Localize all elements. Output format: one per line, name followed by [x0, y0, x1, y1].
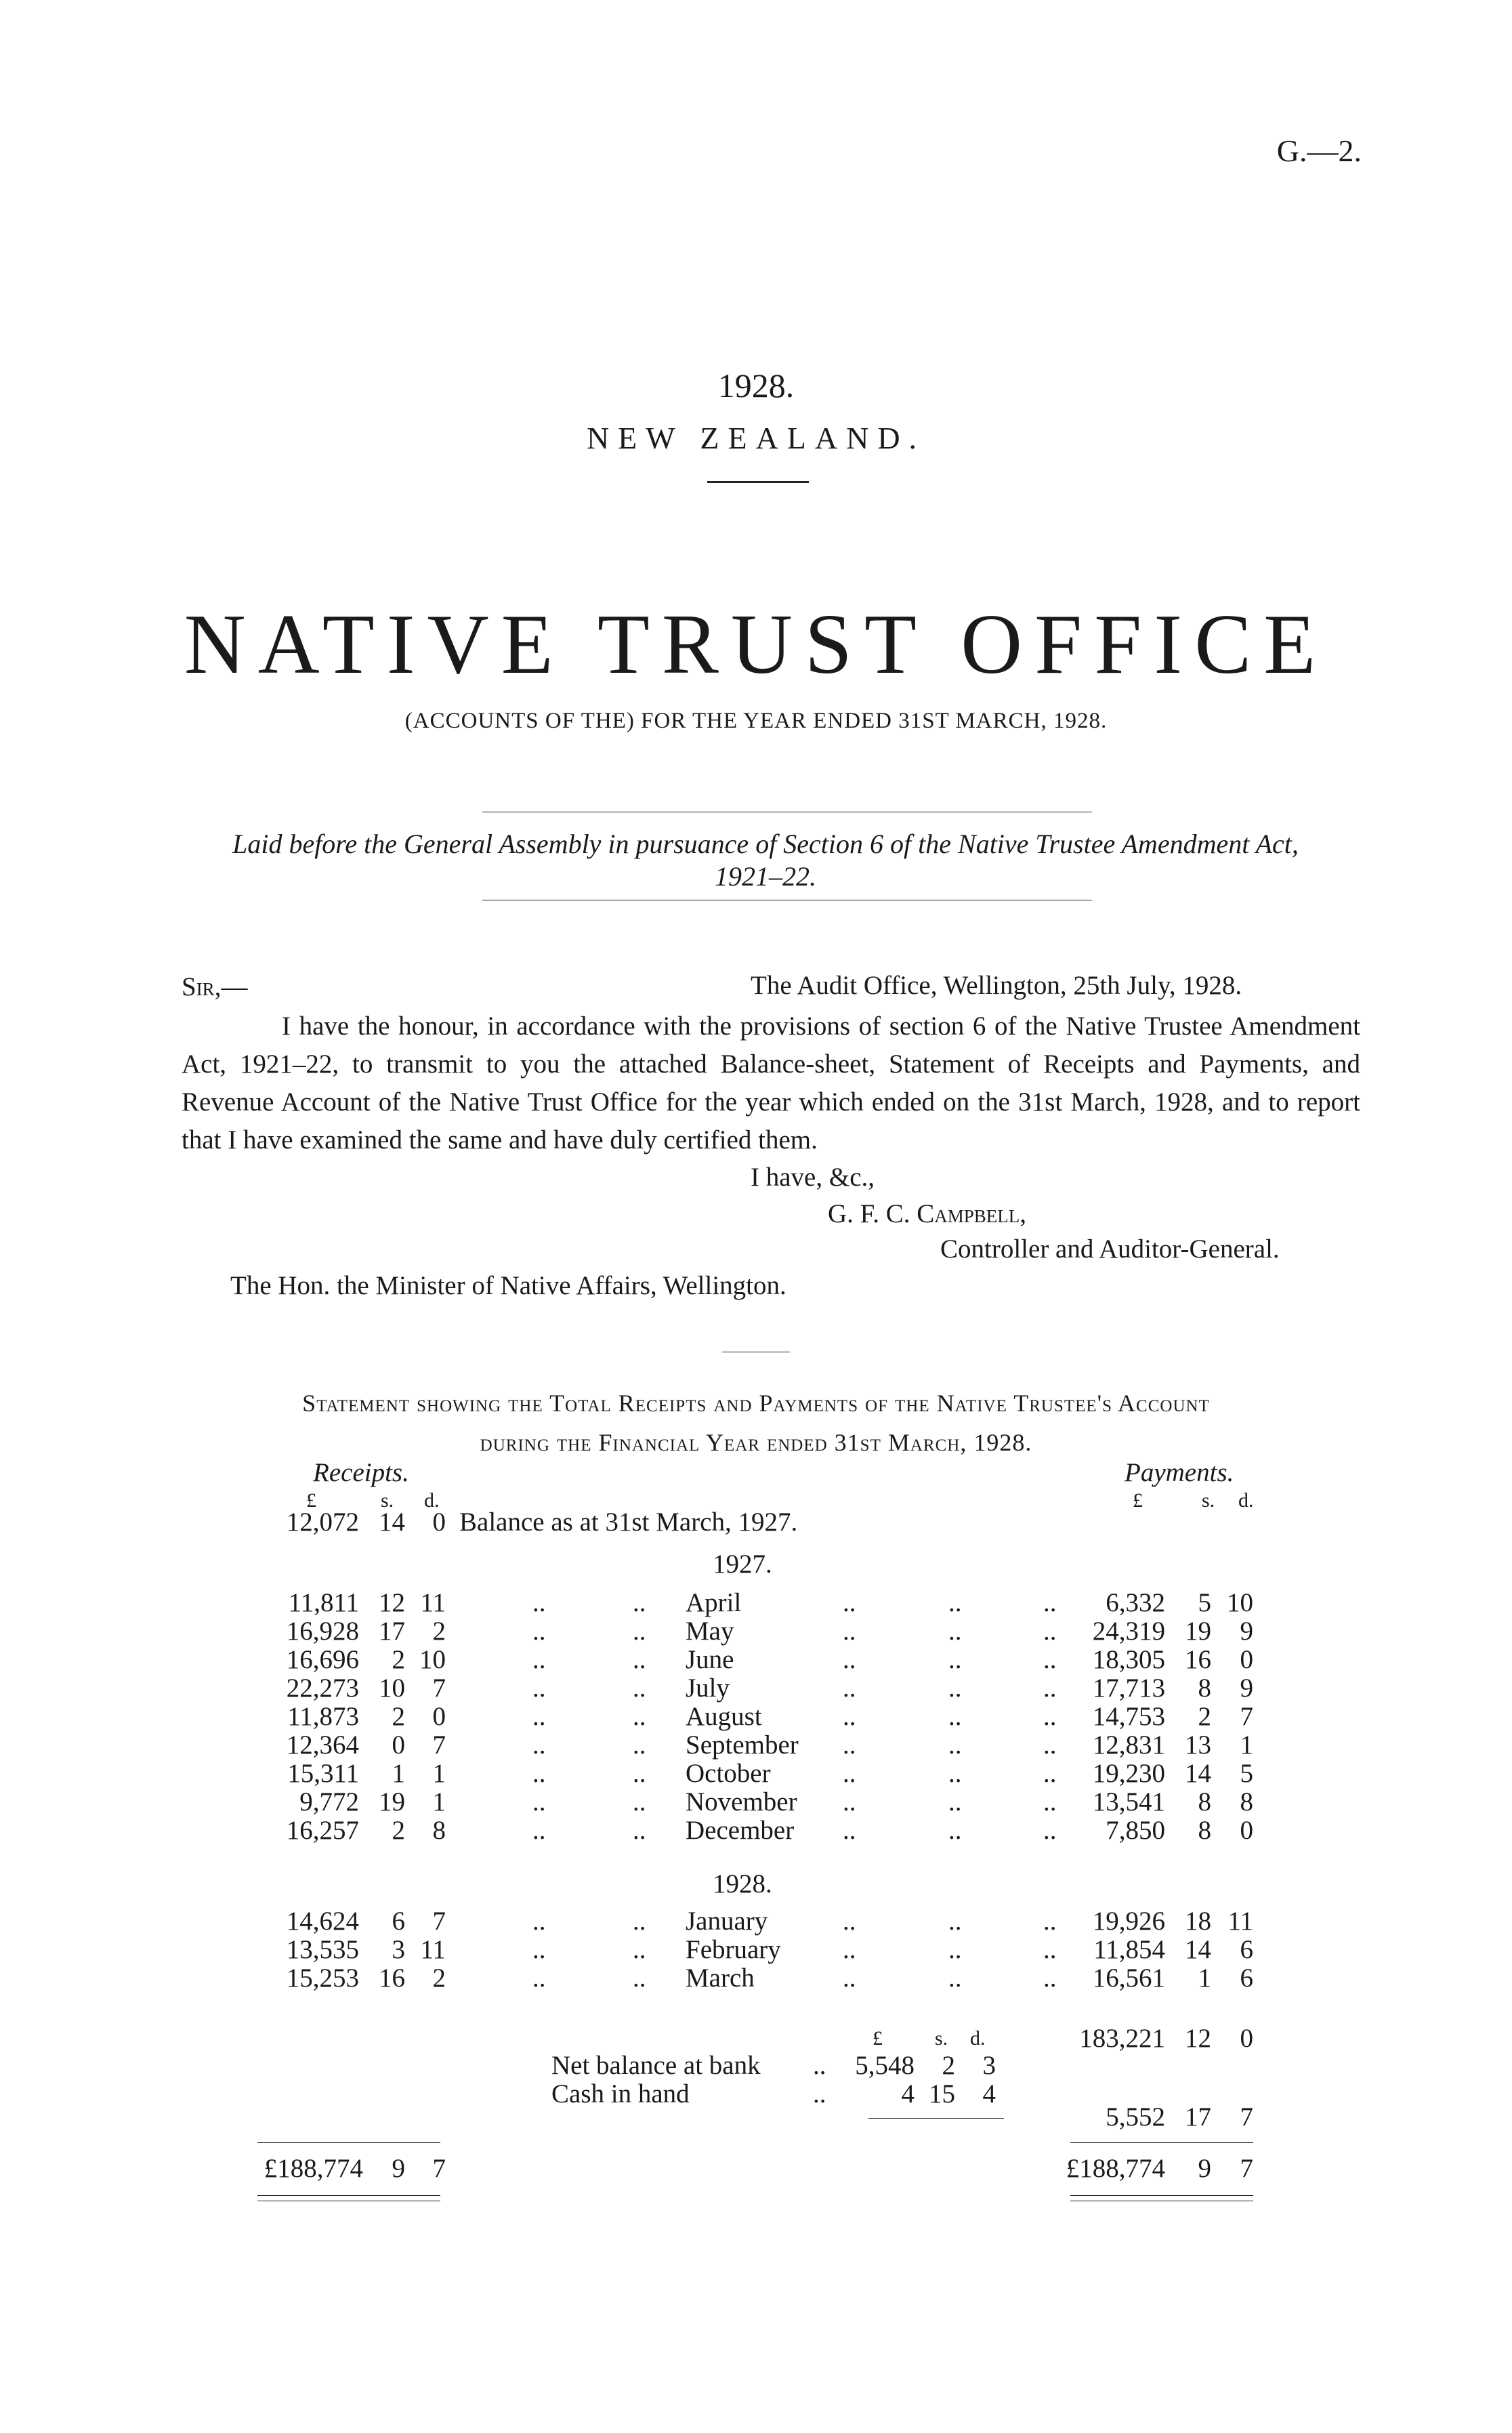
receipt-pounds: 11,873: [287, 1702, 359, 1731]
leader-dots: ..: [532, 1963, 546, 1993]
leader-dots: ..: [532, 1730, 546, 1760]
leader-dots: ..: [633, 1617, 646, 1646]
receipt-shillings: 12: [379, 1588, 405, 1617]
opening-receipt-shillings: 14: [379, 1507, 405, 1537]
leader-dots: ..: [633, 1759, 646, 1788]
payment-pounds: 16,561: [1092, 1963, 1165, 1993]
leader-dots: ..: [1043, 1702, 1057, 1731]
laid-before-note: [163, 828, 1368, 893]
leader-dots: ..: [948, 1673, 962, 1703]
receipt-pence: 7: [432, 1673, 446, 1703]
leader-dots: ..: [532, 1787, 546, 1816]
receipt-pence: 0: [432, 1702, 446, 1731]
receipts-total-shillings: 9: [392, 2154, 405, 2183]
payment-pounds: 19,926: [1092, 1907, 1165, 1936]
payment-pence: 8: [1240, 1787, 1253, 1816]
year-heading-1928: 1928.: [713, 1869, 772, 1898]
receipt-pounds: 16,257: [286, 1816, 359, 1845]
month-label: February: [686, 1935, 781, 1964]
payment-shillings: 8: [1198, 1816, 1211, 1845]
payment-pounds: 13,541: [1092, 1787, 1165, 1816]
salutation-dash: ,—: [214, 972, 248, 1001]
payment-pounds: 7,850: [1106, 1816, 1165, 1845]
month-label: January: [686, 1907, 768, 1936]
divider: [1070, 2195, 1253, 2196]
receipt-shillings: 2: [392, 1816, 405, 1845]
leader-dots: ..: [948, 1787, 962, 1816]
leader-dots: ..: [1043, 1617, 1057, 1646]
leader-dots: ..: [532, 1673, 546, 1703]
month-label: October: [686, 1759, 771, 1788]
receipt-shillings: 19: [379, 1787, 405, 1816]
opening-receipt-pence: 0: [432, 1507, 446, 1537]
payment-pounds: 24,319: [1092, 1617, 1165, 1646]
net-balance-label: Net balance at bank: [551, 2051, 761, 2080]
receipt-pence: 2: [432, 1617, 446, 1646]
receipt-pence: 11: [420, 1935, 446, 1964]
receipt-pounds: 9,772: [299, 1787, 359, 1816]
payments-total-pence: 7: [1240, 2154, 1253, 2183]
receipt-shillings: 0: [392, 1730, 405, 1760]
payment-pence: 6: [1240, 1963, 1253, 1993]
receipt-shillings: 17: [379, 1617, 405, 1646]
payment-shillings: 18: [1185, 1907, 1211, 1936]
receipts-pound-unit: £: [306, 1489, 316, 1512]
leader-dots: ..: [843, 1673, 856, 1703]
signatory-title: Controller and Auditor-General.: [940, 1234, 1280, 1264]
payments-heading: Payments.: [1125, 1458, 1234, 1487]
leader-dots: ..: [633, 1787, 646, 1816]
cash-shilling-unit: s.: [935, 2027, 948, 2050]
leader-dots: ..: [843, 1759, 856, 1788]
payment-pounds: 11,854: [1093, 1935, 1165, 1964]
salutation: [182, 972, 247, 1002]
statement-title: Statement showing the Total Receipts and Payments of the Native Trustee's Account: [302, 1390, 1210, 1417]
payment-pence: 6: [1240, 1935, 1253, 1964]
month-label: April: [686, 1588, 742, 1617]
leader-dots: ..: [532, 1816, 546, 1845]
payments-subtotal-shillings: 12: [1185, 2024, 1211, 2053]
leader-dots: ..: [948, 1935, 962, 1964]
month-label: May: [686, 1617, 734, 1646]
leader-dots: ..: [633, 1907, 646, 1936]
receipts-total-pounds: £188,774: [264, 2154, 363, 2183]
leader-dots: ..: [1043, 1963, 1057, 1993]
leader-dots: ..: [843, 1702, 856, 1731]
receipt-pounds: 13,535: [286, 1935, 359, 1964]
leader-dots: ..: [843, 1907, 856, 1936]
net-balance-shillings: 2: [942, 2051, 955, 2080]
opening-receipt-pounds: 12,072: [286, 1507, 359, 1537]
leader-dots: ..: [843, 1588, 856, 1617]
payment-shillings: 2: [1198, 1702, 1211, 1731]
leader-dots: ..: [948, 1907, 962, 1936]
leader-dots: ..: [1043, 1816, 1057, 1845]
leader-dots: ..: [633, 1935, 646, 1964]
leader-dots: ..: [948, 1617, 962, 1646]
payment-pence: 0: [1240, 1645, 1253, 1674]
cash-pence-unit: d.: [970, 2027, 986, 2050]
payment-pounds: 12,831: [1092, 1730, 1165, 1760]
receipt-shillings: 3: [392, 1935, 405, 1964]
payment-pounds: 14,753: [1092, 1702, 1165, 1731]
receipt-pounds: 14,624: [286, 1907, 359, 1936]
receipt-pence: 1: [432, 1787, 446, 1816]
payment-pounds: 6,332: [1106, 1588, 1165, 1617]
leader-dots: ..: [532, 1588, 546, 1617]
month-label: December: [686, 1816, 795, 1845]
laid-before-line-2: 1921–22.: [715, 861, 816, 892]
leader-dots: ..: [948, 1759, 962, 1788]
leader-dots: ..: [843, 1617, 856, 1646]
receipt-pounds: 11,811: [288, 1588, 359, 1617]
month-label: September: [686, 1730, 799, 1760]
divider: [257, 2142, 440, 2143]
leader-dots: ..: [532, 1759, 546, 1788]
payment-pence: 0: [1240, 1816, 1253, 1845]
laid-before-line-1: Laid before the General Assembly in pursuance of Section 6 of the Native Trustee Amendment Act,: [232, 829, 1299, 859]
receipts-pence-unit: d.: [424, 1489, 440, 1512]
leader-dots: ..: [532, 1907, 546, 1936]
month-label: June: [686, 1645, 734, 1674]
leader-dots: ..: [633, 1588, 646, 1617]
month-label: July: [686, 1673, 730, 1703]
leader-dots: ..: [948, 1963, 962, 1993]
divider: [868, 2118, 1004, 2119]
leader-dots: ..: [1043, 1907, 1057, 1936]
receipt-shillings: 1: [392, 1759, 405, 1788]
month-label: August: [686, 1702, 762, 1731]
receipt-shillings: 2: [392, 1702, 405, 1731]
leader-dots: ..: [948, 1702, 962, 1731]
payment-pounds: 18,305: [1092, 1645, 1165, 1674]
salutation-word: Sir: [182, 972, 215, 1001]
leader-dots: ..: [633, 1645, 646, 1674]
receipt-pounds: 16,696: [286, 1645, 359, 1674]
closing-balance-shillings: 17: [1185, 2102, 1211, 2132]
payment-shillings: 5: [1198, 1588, 1211, 1617]
payment-shillings: 8: [1198, 1673, 1211, 1703]
receipt-pounds: 22,273: [286, 1673, 359, 1703]
payment-shillings: 16: [1185, 1645, 1211, 1674]
payments-pound-unit: £: [1133, 1489, 1143, 1512]
cash-in-hand-pounds: 4: [901, 2079, 915, 2108]
payments-total-shillings: 9: [1198, 2154, 1211, 2183]
leader-dots: ..: [532, 1617, 546, 1646]
leader-dots: ..: [633, 1730, 646, 1760]
year-heading-1927: 1927.: [713, 1550, 772, 1579]
leader-dots: ..: [948, 1645, 962, 1674]
cash-in-hand-label: Cash in hand: [551, 2079, 690, 2108]
addressee: The Hon. the Minister of Native Affairs, Wellington.: [230, 1271, 786, 1300]
leader-dots: ..: [633, 1963, 646, 1993]
month-label: November: [686, 1787, 797, 1816]
leader-dots: ..: [1043, 1645, 1057, 1674]
net-balance-pounds: 5,548: [855, 2051, 915, 2080]
receipt-pounds: 12,364: [286, 1730, 359, 1760]
leader-dots: ..: [1043, 1588, 1057, 1617]
leader-dots: ..: [1043, 1787, 1057, 1816]
cash-in-hand-leader: ..: [813, 2079, 826, 2108]
receipt-pounds: 15,253: [286, 1963, 359, 1993]
leader-dots: ..: [633, 1673, 646, 1703]
payment-pence: 11: [1227, 1907, 1253, 1936]
opening-balance-label: Balance as at 31st March, 1927.: [459, 1507, 798, 1537]
leader-dots: ..: [1043, 1935, 1057, 1964]
letter-closing: I have, &c.,: [751, 1163, 875, 1192]
receipt-pounds: 16,928: [286, 1617, 359, 1646]
letter-body: I have the honour, in accordance with the provisions of section 6 of the Native Trustee Amendment Act, 1921–22, to transmit to you the attached Balance-sheet, Statement of Receipts and Payments, and Revenue Account of the Native Trust Office for the year which ended on the 31st March, 1928, and to report that I have examined the same and have duly certified them.: [182, 1012, 1360, 1155]
payments-shilling-unit: s.: [1202, 1489, 1215, 1512]
payment-shillings: 14: [1185, 1935, 1211, 1964]
payments-pence-unit: d.: [1238, 1489, 1254, 1512]
payment-pounds: 19,230: [1092, 1759, 1165, 1788]
net-balance-pence: 3: [982, 2051, 996, 2080]
payment-shillings: 8: [1198, 1787, 1211, 1816]
receipt-pence: 8: [432, 1816, 446, 1845]
payment-pence: 7: [1240, 1702, 1253, 1731]
net-balance-leader: ..: [813, 2051, 826, 2080]
receipt-pence: 2: [432, 1963, 446, 1993]
payment-shillings: 14: [1185, 1759, 1211, 1788]
leader-dots: ..: [532, 1935, 546, 1964]
receipt-pence: 10: [419, 1645, 446, 1674]
receipt-shillings: 2: [392, 1645, 405, 1674]
signatory-name: G. F. C. Campbell,: [828, 1199, 1027, 1228]
receipt-shillings: 16: [379, 1963, 405, 1993]
leader-dots: ..: [843, 1963, 856, 1993]
cash-in-hand-shillings: 15: [929, 2079, 955, 2108]
receipts-heading: Receipts.: [313, 1458, 409, 1487]
payment-shillings: 1: [1198, 1963, 1211, 1993]
receipt-pence: 11: [420, 1588, 446, 1617]
page-reference: G.—2.: [1276, 133, 1362, 168]
closing-balance-pounds: 5,552: [1106, 2102, 1165, 2132]
payment-pence: 9: [1240, 1673, 1253, 1703]
payment-shillings: 19: [1185, 1617, 1211, 1646]
leader-dots: ..: [948, 1730, 962, 1760]
leader-dots: ..: [532, 1645, 546, 1674]
payments-subtotal-pence: 0: [1240, 2024, 1253, 2053]
letter-dateline: The Audit Office, Wellington, 25th July, 1928.: [751, 971, 1242, 1000]
cash-in-hand-pence: 4: [982, 2079, 996, 2108]
receipts-shilling-unit: s.: [381, 1489, 394, 1512]
payment-pounds: 17,713: [1092, 1673, 1165, 1703]
leader-dots: ..: [532, 1702, 546, 1731]
leader-dots: ..: [843, 1935, 856, 1964]
payments-total-pounds: £188,774: [1066, 2154, 1165, 2183]
receipt-pence: 7: [432, 1730, 446, 1760]
divider: [707, 481, 809, 483]
receipt-pence: 1: [432, 1759, 446, 1788]
leader-dots: ..: [843, 1730, 856, 1760]
leader-dots: ..: [1043, 1730, 1057, 1760]
statement-title-line-2: during the Financial Year ended 31st March, 1928.: [480, 1429, 1032, 1456]
document-subtitle: (ACCOUNTS OF THE) FOR THE YEAR ENDED 31ST MARCH, 1928.: [404, 709, 1108, 733]
payments-subtotal-pounds: 183,221: [1079, 2024, 1165, 2053]
divider: [1070, 2142, 1253, 2143]
country-heading: NEW ZEALAND.: [586, 421, 926, 455]
payment-pence: 10: [1227, 1588, 1253, 1617]
payment-pence: 9: [1240, 1617, 1253, 1646]
leader-dots: ..: [633, 1702, 646, 1731]
receipt-shillings: 6: [392, 1907, 405, 1936]
leader-dots: ..: [843, 1816, 856, 1845]
month-label: March: [686, 1963, 755, 1993]
receipt-pounds: 15,311: [287, 1759, 359, 1788]
receipt-shillings: 10: [379, 1673, 405, 1703]
receipts-total-pence: 7: [432, 2154, 446, 2183]
leader-dots: ..: [633, 1816, 646, 1845]
leader-dots: ..: [843, 1787, 856, 1816]
divider: [257, 2195, 440, 2196]
payment-pence: 5: [1240, 1759, 1253, 1788]
leader-dots: ..: [1043, 1759, 1057, 1788]
cash-pound-unit: £: [873, 2027, 883, 2050]
publication-year: 1928.: [717, 367, 795, 404]
payment-pence: 1: [1240, 1730, 1253, 1760]
leader-dots: ..: [843, 1645, 856, 1674]
receipt-pence: 7: [432, 1907, 446, 1936]
payment-shillings: 13: [1185, 1730, 1211, 1760]
leader-dots: ..: [948, 1816, 962, 1845]
leader-dots: ..: [1043, 1673, 1057, 1703]
closing-balance-pence: 7: [1240, 2102, 1253, 2132]
leader-dots: ..: [948, 1588, 962, 1617]
document-title: NATIVE TRUST OFFICE: [184, 598, 1328, 692]
